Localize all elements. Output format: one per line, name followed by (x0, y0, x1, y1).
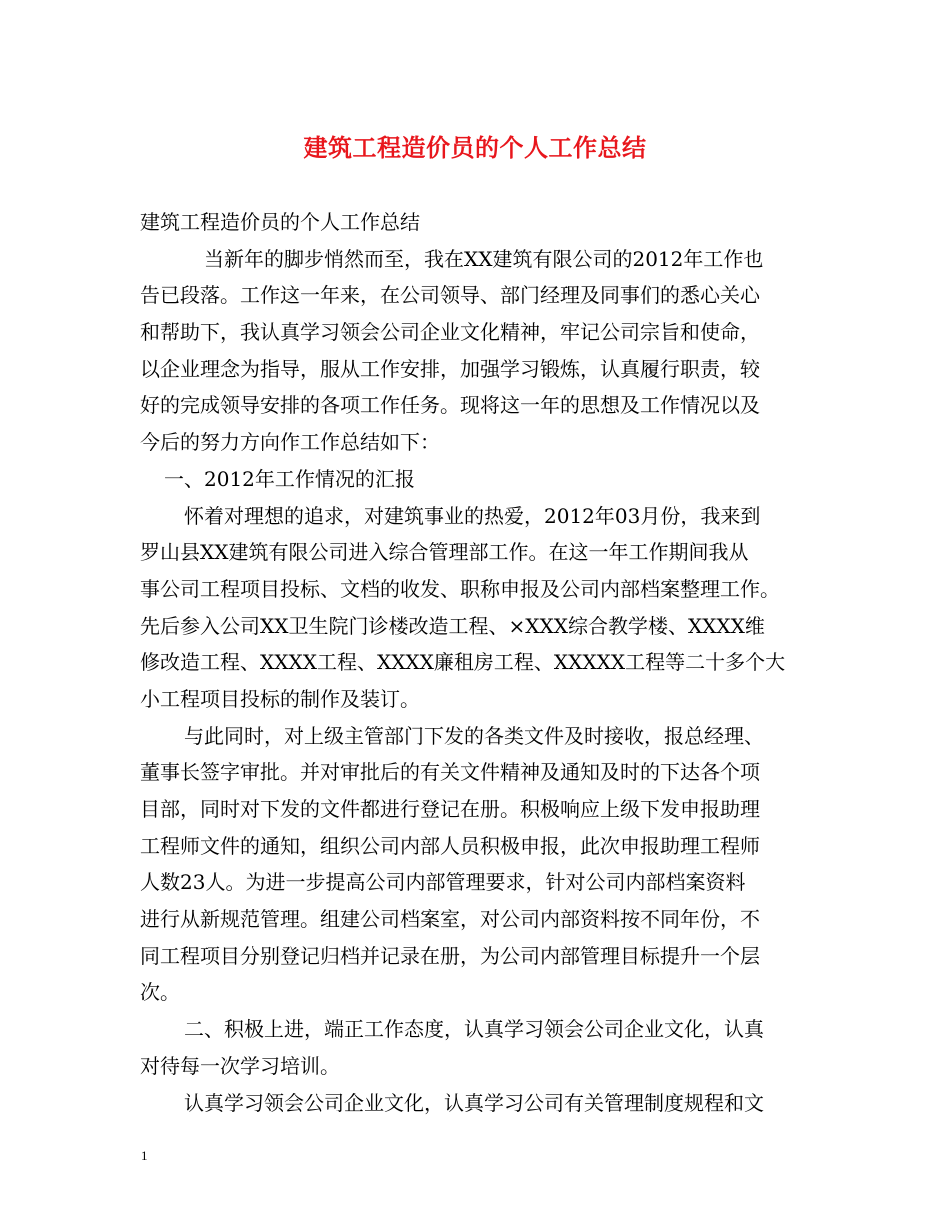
paragraph-line: 好的完成领导安排的各项工作任务。现将这一年的思想及工作情况以及 (140, 393, 760, 418)
paragraph-line: 先后参入公司XX卫生院门诊楼改造工程、×XXX综合教学楼、XXXX维 (140, 613, 765, 638)
paragraph-line: 罗山县XX建筑有限公司进入综合管理部工作。在这一年工作期间我从 (140, 540, 749, 565)
page-number: 1 (141, 1148, 148, 1163)
document-body (140, 204, 812, 1121)
paragraph-line: 与此同时，对上级主管部门下发的各类文件及时接收，报总经理、 (184, 723, 764, 748)
body-heading-line: 建筑工程造价员的个人工作总结 (140, 210, 420, 234)
paragraph-line: 告已段落。工作这一年来，在公司领导、部门经理及同事们的悉心关心 (140, 283, 760, 308)
section-heading-line: 一、2012年工作情况的汇报 (164, 466, 415, 491)
paragraph-line: 认真学习领会公司企业文化，认真学习公司有关管理制度规程和文 (184, 1090, 764, 1115)
paragraph-line: 今后的努力方向作工作总结如下： (140, 430, 440, 455)
paragraph-line: 人数23人。为进一步提高公司内部管理要求，针对公司内部档案资料 (140, 870, 746, 895)
paragraph-line: 修改造工程、XXXX工程、XXXX廉租房工程、XXXXX工程等二十多个大 (140, 650, 786, 675)
paragraph-line: 进行从新规范管理。组建公司档案室，对公司内部资料按不同年份，不 (140, 907, 760, 932)
paragraph-line: 怀着对理想的追求，对建筑事业的热爱，2012年03月份，我来到 (184, 503, 761, 528)
paragraph-line: 同工程项目分别登记归档并记录在册，为公司内部管理目标提升一个层 (140, 943, 760, 968)
paragraph-line: 以企业理念为指导，服从工作安排，加强学习锻炼，认真履行职责，较 (140, 356, 760, 381)
paragraph-line: 和帮助下，我认真学习领会公司企业文化精神，牢记公司宗旨和使命， (140, 320, 760, 345)
paragraph-line: 事公司工程项目投标、文档的收发、职称申报及公司内部档案整理工作。 (140, 576, 780, 601)
document-title: 建筑工程造价员的个人工作总结 (303, 134, 647, 162)
paragraph-line: 目部，同时对下发的文件都进行登记在册。积极响应上级下发申报助理 (140, 797, 760, 821)
paragraph-line: 当新年的脚步悄然而至，我在XX建筑有限公司的2012年工作也 (204, 246, 764, 271)
paragraph-line: 董事长签字审批。并对审批后的有关文件精神及通知及时的下达各个项 (140, 760, 760, 785)
paragraph-line: 小工程项目投标的制作及装订。 (140, 686, 420, 711)
paragraph-line: 次。 (140, 980, 180, 1005)
section-heading-line: 对待每一次学习培训。 (140, 1053, 340, 1078)
paragraph-line: 工程师文件的通知，组织公司内部人员积极申报，此次申报助理工程师 (140, 833, 760, 858)
section-heading-line: 二、积极上进，端正工作态度，认真学习领会公司企业文化，认真 (184, 1017, 764, 1042)
